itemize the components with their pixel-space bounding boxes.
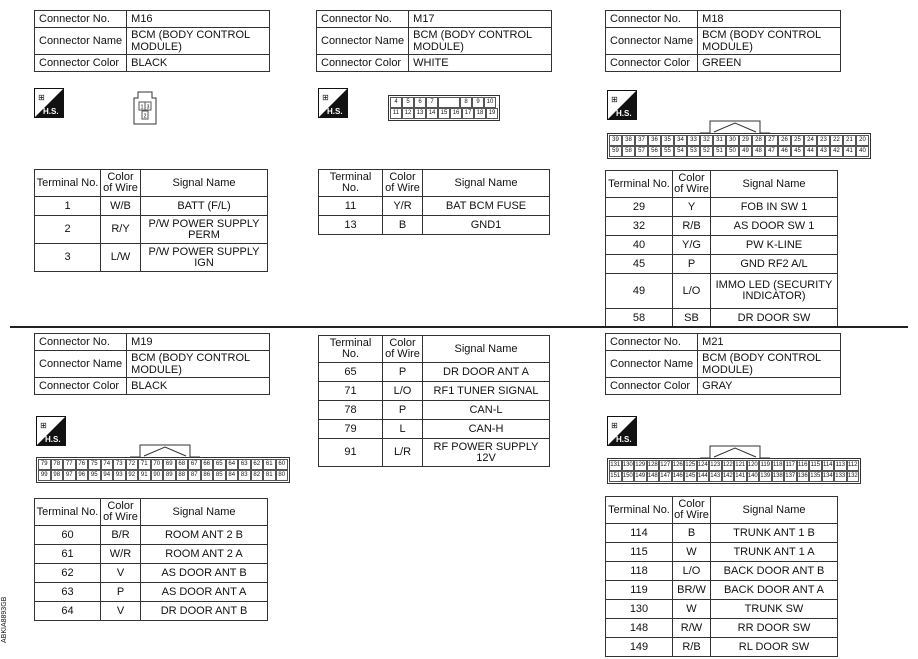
pin-cell: 66 [201,459,214,470]
label: Connector No. [606,334,698,351]
table-row: 13 B GND1 [319,216,550,235]
pin-cell: 30 [726,135,739,146]
label: Connector Name [606,351,698,378]
pin-cell: 138 [772,471,785,482]
header-wire: Color of Wire [101,499,141,526]
pin-row [390,97,498,108]
terminal-table-m19-continued [318,335,550,467]
pin-cell: 32 [700,135,713,146]
pin-cell: 69 [163,459,176,470]
pin-row [38,470,288,481]
connector-face-m21 [607,458,861,484]
pin-cell: 72 [126,459,139,470]
svg-text:H.S.: H.S. [327,107,343,116]
pin-cell: 125 [684,460,697,471]
pin-cell: 151 [609,471,622,482]
pin-cell: 144 [697,471,710,482]
table-row: 11 Y/R BAT BCM FUSE [319,197,550,216]
pin-cell: 97 [63,470,76,481]
table-row: 79 L CAN-H [319,420,550,439]
svg-text:H.S.: H.S. [43,107,59,116]
table-row: 65 P DR DOOR ANT A [319,363,550,382]
svg-text:⊞: ⊞ [611,421,618,430]
svg-text:⊞: ⊞ [611,95,618,104]
pin-cell: 124 [697,460,710,471]
connector-color: BLACK [127,55,270,72]
label: Connector Color [606,378,698,395]
pin-cell: 29 [739,135,752,146]
pin-row [609,146,869,157]
terminal-table-m21 [605,496,838,657]
pin-cell: 127 [659,460,672,471]
table-row: 29 Y FOB IN SW 1 [606,198,838,217]
table-row: 62 V AS DOOR ANT B [35,564,268,583]
pin-cell: 139 [759,471,772,482]
connector-latch [130,442,200,458]
pin-cell: 83 [238,470,251,481]
pin-cell: 136 [797,471,810,482]
connector-color: GRAY [698,378,841,395]
pin-cell: 58 [622,146,635,157]
svg-text:⊞: ⊞ [38,93,45,102]
pin-cell: 55 [661,146,674,157]
pin-cell: 56 [648,146,661,157]
pin-cell: 9 [472,97,484,108]
pin-cell: 132 [847,471,860,482]
table-row: 45 P GND RF2 A/L [606,255,838,274]
connector-number: M19 [127,334,270,351]
pin-row [390,108,498,119]
pin-cell: 4 [390,97,402,108]
pin-cell: 79 [38,459,51,470]
pin-cell: 117 [784,460,797,471]
table-row: 115 W TRUNK ANT 1 A [606,543,838,562]
connector-info-m18 [605,10,841,72]
pin-cell: 114 [822,460,835,471]
table-row: 32 R/B AS DOOR SW 1 [606,217,838,236]
pin-cell: 20 [856,135,869,146]
pin-cell: 98 [51,470,64,481]
header-signal: Signal Name [711,171,838,198]
pin-cell: 51 [713,146,726,157]
pin-cell: 41 [843,146,856,157]
pin-cell: 148 [647,471,660,482]
pin-cell: 68 [176,459,189,470]
pin-cell: 145 [684,471,697,482]
pin-cell: 43 [817,146,830,157]
pin-cell: 131 [609,460,622,471]
pin-cell: 57 [635,146,648,157]
pin-cell: 59 [609,146,622,157]
pin-cell: 119 [759,460,772,471]
svg-text:1: 1 [140,104,144,111]
pin-cell: 52 [700,146,713,157]
table-row: 63 P AS DOOR ANT A [35,583,268,602]
pin-cell: 19 [486,108,498,119]
pin-cell: 93 [113,470,126,481]
pin-cell: 18 [474,108,486,119]
svg-text:H.S.: H.S. [45,435,61,444]
pin-cell: 75 [88,459,101,470]
connector-info-m21 [605,333,841,395]
pin-cell: 45 [791,146,804,157]
pin-cell: 82 [251,470,264,481]
terminal-table-m18 [605,170,838,328]
svg-text:H.S.: H.S. [616,435,632,444]
label: Connector Name [317,28,409,55]
header-terminal: Terminal No. [319,170,383,197]
connector-info-m17 [316,10,552,72]
pin-cell: 76 [76,459,89,470]
pin-cell: 146 [672,471,685,482]
label: Connector Name [35,351,127,378]
connector-name: BCM (BODY CONTROL MODULE) [698,351,841,378]
harness-side-icon [607,90,637,120]
pin-row [609,135,869,146]
terminal-table-m17 [318,169,550,235]
pin-blank [438,97,460,108]
table-row: 130 W TRUNK SW [606,600,838,619]
pin-cell: 39 [609,135,622,146]
header-terminal: Terminal No. [606,171,673,198]
pin-cell: 78 [51,459,64,470]
table-row: 2 R/Y P/W POWER SUPPLY PERM [35,216,268,244]
pin-cell: 129 [634,460,647,471]
pin-cell: 84 [226,470,239,481]
table-row: 58 SB DR DOOR SW [606,309,838,328]
pin-cell: 62 [251,459,264,470]
pin-cell: 14 [426,108,438,119]
figure-id: ABKIA8893GB [1,596,8,643]
pin-cell: 33 [687,135,700,146]
table-row: 114 B TRUNK ANT 1 B [606,524,838,543]
connector-face-m17 [388,95,500,121]
header-signal: Signal Name [423,170,550,197]
connector-color: BLACK [127,378,270,395]
table-row: 49 L/O IMMO LED (SECURITY INDICATOR) [606,274,838,309]
pin-cell: 92 [126,470,139,481]
pin-cell: 141 [734,471,747,482]
connector-latch [700,443,770,459]
pin-cell: 36 [648,135,661,146]
pin-cell: 150 [622,471,635,482]
connector-color: GREEN [698,55,841,72]
table-row: 71 L/O RF1 TUNER SIGNAL [319,382,550,401]
header-wire: Color of Wire [673,171,711,198]
pin-cell: 49 [739,146,752,157]
pin-cell: 38 [622,135,635,146]
svg-text:H.S.: H.S. [616,109,632,118]
pin-cell: 88 [176,470,189,481]
pin-cell: 126 [672,460,685,471]
connector-name: BCM (BODY CONTROL MODULE) [698,28,841,55]
header-signal: Signal Name [141,499,268,526]
pin-cell: 113 [834,460,847,471]
pin-row [609,471,859,482]
pin-cell: 71 [138,459,151,470]
pin-cell: 123 [709,460,722,471]
label: Connector Color [35,55,127,72]
pin-cell: 96 [76,470,89,481]
connector-info-m19 [34,333,270,395]
pin-cell: 63 [238,459,251,470]
table-row: 78 P CAN-L [319,401,550,420]
connector-number: M21 [698,334,841,351]
pin-cell: 42 [830,146,843,157]
table-row: 91 L/R RF POWER SUPPLY 12V [319,439,550,467]
label: Connector Name [606,28,698,55]
pin-cell: 37 [635,135,648,146]
pin-cell: 53 [687,146,700,157]
table-row: 1 W/B BATT (F/L) [35,197,268,216]
pin-row [38,459,288,470]
pin-cell: 27 [765,135,778,146]
pin-cell: 134 [822,471,835,482]
pin-cell: 61 [263,459,276,470]
svg-text:2: 2 [143,113,147,120]
pin-cell: 54 [674,146,687,157]
pin-row [609,460,859,471]
label: Connector No. [35,334,127,351]
pin-cell: 16 [450,108,462,119]
label: Connector Color [35,378,127,395]
header-terminal: Terminal No. [35,170,101,197]
pin-cell: 77 [63,459,76,470]
pin-cell: 31 [713,135,726,146]
pin-cell: 23 [817,135,830,146]
header-wire: Color of Wire [383,170,423,197]
pin-cell: 11 [390,108,402,119]
pin-cell: 21 [843,135,856,146]
table-row: 64 V DR DOOR ANT B [35,602,268,621]
label: Connector Name [35,28,127,55]
pin-cell: 25 [791,135,804,146]
harness-side-icon [36,416,66,446]
table-row: 3 L/W P/W POWER SUPPLY IGN [35,244,268,272]
pin-cell: 137 [784,471,797,482]
pin-cell: 95 [88,470,101,481]
header-wire: Color of Wire [673,497,711,524]
pin-cell: 99 [38,470,51,481]
terminal-table-m19 [34,498,268,621]
pin-cell: 86 [201,470,214,481]
harness-side-icon [34,88,64,118]
pin-cell: 26 [778,135,791,146]
pin-cell: 34 [674,135,687,146]
pin-cell: 130 [622,460,635,471]
label: Connector Color [317,55,409,72]
pin-cell: 142 [722,471,735,482]
label: Connector Color [606,55,698,72]
connector-face-m19 [36,457,290,483]
svg-text:⊞: ⊞ [322,93,329,102]
pin-cell: 112 [847,460,860,471]
pin-cell: 81 [263,470,276,481]
pin-cell: 10 [484,97,496,108]
pin-cell: 91 [138,470,151,481]
pin-cell: 87 [188,470,201,481]
header-terminal: Terminal No. [606,497,673,524]
connector-face-m16 [130,90,160,126]
connector-number: M17 [409,11,552,28]
pin-cell: 44 [804,146,817,157]
pin-cell: 40 [856,146,869,157]
pin-cell: 74 [101,459,114,470]
pin-cell: 128 [647,460,660,471]
pin-cell: 13 [414,108,426,119]
pin-cell: 143 [709,471,722,482]
pin-cell: 67 [188,459,201,470]
connector-face-m18 [607,133,871,159]
label: Connector No. [317,11,409,28]
pin-cell: 90 [151,470,164,481]
pin-cell: 15 [438,108,450,119]
pin-cell: 46 [778,146,791,157]
pin-cell: 94 [101,470,114,481]
table-row: 118 L/O BACK DOOR ANT B [606,562,838,581]
connector-number: M16 [127,11,270,28]
pin-cell: 135 [809,471,822,482]
harness-side-icon [318,88,348,118]
connector-number: M18 [698,11,841,28]
pin-cell: 115 [809,460,822,471]
harness-side-icon [607,416,637,446]
table-row: 149 R/B RL DOOR SW [606,638,838,657]
section-divider [10,326,908,328]
pin-cell: 22 [830,135,843,146]
header-terminal: Terminal No. [319,336,383,363]
pin-cell: 35 [661,135,674,146]
pin-cell: 50 [726,146,739,157]
header-signal: Signal Name [423,336,550,363]
pin-cell: 65 [213,459,226,470]
pin-cell: 17 [462,108,474,119]
pin-cell: 73 [113,459,126,470]
pin-cell: 140 [747,471,760,482]
connector-info-m16 [34,10,270,72]
connector-name: BCM (BODY CONTROL MODULE) [127,28,270,55]
pin-cell: 70 [151,459,164,470]
pin-cell: 122 [722,460,735,471]
header-wire: Color of Wire [101,170,141,197]
pin-cell: 8 [460,97,472,108]
pin-cell: 118 [772,460,785,471]
pin-cell: 28 [752,135,765,146]
pin-cell: 64 [226,459,239,470]
table-row: 61 W/R ROOM ANT 2 A [35,545,268,564]
pin-cell: 116 [797,460,810,471]
header-signal: Signal Name [711,497,838,524]
pin-cell: 60 [276,459,289,470]
pin-cell: 12 [402,108,414,119]
pin-cell: 149 [634,471,647,482]
table-row: 119 BR/W BACK DOOR ANT A [606,581,838,600]
svg-text:⊞: ⊞ [40,421,47,430]
pin-cell: 5 [402,97,414,108]
label: Connector No. [35,11,127,28]
pin-cell: 80 [276,470,289,481]
pin-cell: 120 [747,460,760,471]
pin-cell: 47 [765,146,778,157]
svg-text:3: 3 [146,104,150,111]
connector-color: WHITE [409,55,552,72]
table-row: 60 B/R ROOM ANT 2 B [35,526,268,545]
pin-cell: 89 [163,470,176,481]
pin-cell: 85 [213,470,226,481]
connector-name: BCM (BODY CONTROL MODULE) [127,351,270,378]
pin-cell: 6 [414,97,426,108]
table-row: 148 R/W RR DOOR SW [606,619,838,638]
header-signal: Signal Name [141,170,268,197]
pin-cell: 7 [426,97,438,108]
pin-cell: 147 [659,471,672,482]
pin-cell: 48 [752,146,765,157]
connector-name: BCM (BODY CONTROL MODULE) [409,28,552,55]
connector-latch [700,118,770,134]
header-wire: Color of Wire [383,336,423,363]
label: Connector No. [606,11,698,28]
pin-cell: 133 [834,471,847,482]
pin-cell: 121 [734,460,747,471]
terminal-table-m16 [34,169,268,272]
pin-cell: 24 [804,135,817,146]
header-terminal: Terminal No. [35,499,101,526]
table-row: 40 Y/G PW K-LINE [606,236,838,255]
